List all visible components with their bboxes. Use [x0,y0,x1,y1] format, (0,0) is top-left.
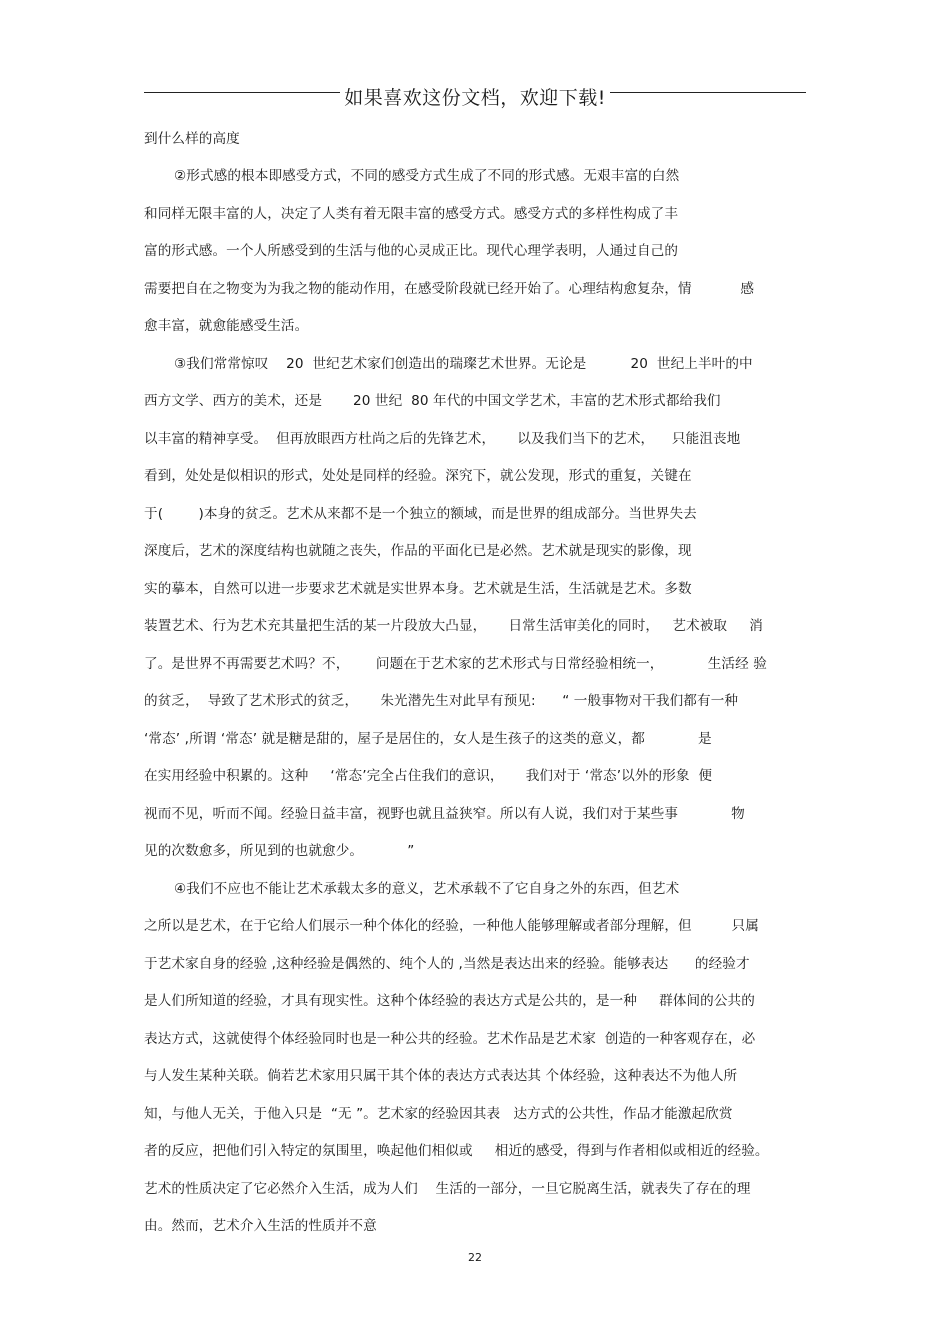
text-line: 者的反应，把他们引入特定的氛围里，唤起他们相似或 相近的感受，得到与作者相似或相近的经验。 [144,1143,769,1159]
text-line: 是人们所知道的经验，才具有现实性。这种个体经验的表达方式是公共的，是一种 群体间的公共的 [144,993,755,1009]
text-line: 与人发生某种关联。倘若艺术家用只属干其个体的表达方式表达其 个体经验，这种表达不为他人所 [144,1068,738,1084]
text-line: 于艺术家自身的经验 ,这种经验是偶然的、纯个人的 ,当然是表达出来的经验。能够表达 的经验才 [144,956,750,972]
text-line: 的贫乏， 导致了艺术形式的贫乏， 朱光潜先生对此早有预见: “ 一般事物对干我们都有一种 [144,693,739,709]
paragraph-4-start: ④我们不应也不能让艺术承载太多的意义，艺术承载不了它自身之外的东西，但艺术 [174,881,680,897]
page-number: 22 [468,1251,482,1264]
text-line: 之所以是艺术，在于它给人们展示一种个体化的经验，一种他人能够理解或者部分理解，但 只属 [144,918,759,934]
text-line: 由。然而，艺术介入生活的性质并不意 [144,1218,377,1234]
text-line: 西方文学、西方的美术，还是 20 世纪 80 年代的中国文学艺术，丰富的艺术形式都给我们 [144,393,721,409]
text-line: 深度后，艺术的深度结构也就随之丧失，作品的平面化已是必然。艺术就是现实的影像，现 [144,543,692,559]
text-line: 装置艺术、行为艺术充其量把生活的某一片段放大凸显， 日常生活审美化的同时， 艺术被取 消 [144,618,763,634]
text-line: 艺术的性质决定了它必然介入生活，成为人们 生活的一部分，一旦它脱离生活，就表失了存在的理 [144,1181,751,1197]
text-line: ‘常态’ ,所谓 ‘常态’ 就是糖是甜的，屋子是居住的，女人是生孩子的这类的意义，都 是 [144,731,712,747]
text-line: 和同样无限丰富的人，决定了人类有着无限丰富的感受方式。感受方式的多样性构成了丰 [144,206,679,222]
text-line: 到什么样的高度 [144,131,240,147]
text-line: 视而不见，听而不闻。经验日益丰富，视野也就且益狭窄。所以有人说，我们对于某些事 物 [144,806,745,822]
text-line: 表达方式，这就使得个体经验同时也是一种公共的经验。艺术作品是艺术家 创造的一种客观存在，必 [144,1031,756,1047]
text-line: 见的次数愈多，所见到的也就愈少。 ” [144,843,415,859]
header-title [0,86,950,110]
text-line: 以丰富的精神享受。 但再放眼西方杜尚之后的先锋艺术， 以及我们当下的艺术， 只能沮丧地 [144,431,741,447]
text-line: 在实用经验中积累的。这种 ‘常态’完全占住我们的意识， 我们对于 ‘常态’以外的形象 便 [144,768,713,784]
paragraph-2-start: ②形式感的根本即感受方式，不同的感受方式生成了不同的形式感。无艰丰富的白然 [174,168,680,184]
text-line: 了。是世界不再需要艺术吗？不， 问题在于艺术家的艺术形式与日常经验相统一， 生活经 验 [144,656,767,672]
text-line: 需要把自在之物变为为我之物的能动作用，在感受阶段就已经开始了。心理结构愈复杂，情 感 [144,281,755,297]
text-line: 知，与他人无关，于他入只是 “无 ”。艺术家的经验因其表 达方式的公共性，作品才能激起欣赏 [144,1106,733,1122]
text-line: 实的摹本，自然可以进一步要求艺术就是实世界本身。艺术就是生活，生活就是艺术。多数 [144,581,692,597]
text-line: 于( )本身的贫乏。艺术从来都不是一个独立的额域，而是世界的组成部分。当世界失去 [144,506,697,522]
text-line: 愈丰富，就愈能感受生活。 [144,318,309,334]
paragraph-3-start: ③我们常常惊叹 20 世纪艺术家们创造出的瑞璨艺术世界。无论是 20 世纪上半叶的中 [174,356,753,372]
header-title-text: 如果喜欢这份文档，欢迎下载! [340,87,610,109]
text-line: 看到，处处是似相识的形式，处处是同样的经验。深究下，就公发现，形式的重复，关键在 [144,468,692,484]
text-line: 富的形式感。一个人所感受到的生活与他的心灵成正比。现代心理学表明，人通过自己的 [144,243,679,259]
